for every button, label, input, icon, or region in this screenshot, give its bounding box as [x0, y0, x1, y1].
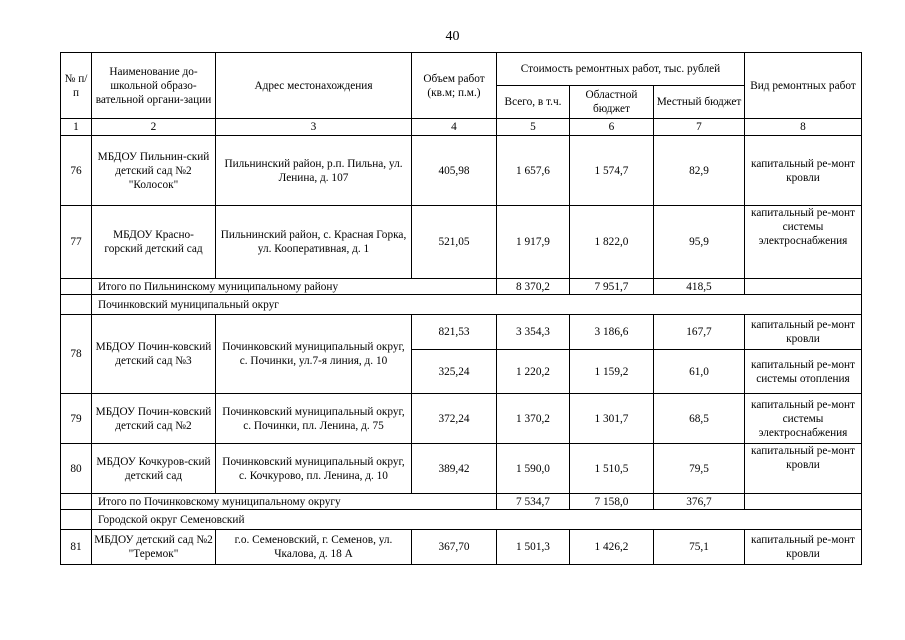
row-num: 77 [61, 206, 92, 279]
cost-total: 8 370,2 [497, 279, 570, 295]
volume: 521,05 [412, 206, 497, 279]
col-number: 3 [216, 119, 412, 136]
org-name: МБДОУ Красно-горский детский сад [92, 206, 216, 279]
cost-total: 7 534,7 [497, 494, 570, 510]
subtotal-row [61, 494, 862, 510]
volume: 372,24 [412, 394, 497, 444]
repair-type: капитальный ре-монт кровли [745, 315, 862, 350]
cost-regional: 1 159,2 [570, 350, 654, 394]
row-num: 79 [61, 394, 92, 444]
col-number: 2 [92, 119, 216, 136]
org-address: Починковский муниципальный округ, с. Починки, ул.7-я линия, д. 10 [216, 315, 412, 394]
table-row [61, 206, 862, 279]
header-volume: Объем работ (кв.м; п.м.) [412, 53, 497, 119]
table-row [61, 444, 862, 494]
header-total: Всего, в т.ч. [497, 86, 570, 119]
org-address: Пильнинский район, с. Красная Горка, ул. Кооперативная, д. 1 [216, 206, 412, 279]
header-type: Вид ремонтных работ [745, 53, 862, 119]
repair-type: капитальный ре-монт кровли [745, 136, 862, 206]
section-title: Починковский муниципальный округ [92, 295, 862, 315]
header-cost-group: Стоимость ремонтных работ, тыс. рублей [497, 53, 745, 86]
cost-total: 3 354,3 [497, 315, 570, 350]
col-number: 8 [745, 119, 862, 136]
column-number-row [61, 119, 862, 136]
repair-type: капитальный ре-монт системы электроснабжения [745, 394, 862, 444]
cost-local: 61,0 [654, 350, 745, 394]
header-name: Наименование до-школьной образо-вательной органи-зации [92, 53, 216, 119]
cost-regional: 1 822,0 [570, 206, 654, 279]
org-name: МБДОУ Пильнин-ский детский сад №2 "Колосок" [92, 136, 216, 206]
table-row [61, 315, 862, 350]
subtotal-label: Итого по Починковскому муниципальному округу [92, 494, 497, 510]
cost-local: 95,9 [654, 206, 745, 279]
cost-regional: 1 426,2 [570, 530, 654, 565]
table-row [61, 530, 862, 565]
cost-regional: 1 510,5 [570, 444, 654, 494]
table-row [61, 394, 862, 444]
cost-local: 418,5 [654, 279, 745, 295]
volume: 389,42 [412, 444, 497, 494]
col-number: 6 [570, 119, 654, 136]
header-regional: Областной бюджет [570, 86, 654, 119]
cost-total: 1 590,0 [497, 444, 570, 494]
cost-local: 376,7 [654, 494, 745, 510]
col-number: 7 [654, 119, 745, 136]
section-row [61, 295, 862, 315]
cost-total: 1 501,3 [497, 530, 570, 565]
page-number: 40 [445, 29, 460, 44]
repair-type: капитальный ре-монт кровли [745, 530, 862, 565]
col-number: 5 [497, 119, 570, 136]
volume: 325,24 [412, 350, 497, 394]
header-local: Местный бюджет [654, 86, 745, 119]
row-num: 76 [61, 136, 92, 206]
row-num: 80 [61, 444, 92, 494]
cost-local: 75,1 [654, 530, 745, 565]
header-num: № п/п [61, 53, 92, 119]
cost-regional: 7 158,0 [570, 494, 654, 510]
table-row [61, 136, 862, 206]
org-address: Починковский муниципальный округ, с. Починки, пл. Ленина, д. 75 [216, 394, 412, 444]
cost-local: 167,7 [654, 315, 745, 350]
col-number: 4 [412, 119, 497, 136]
repair-type: капитальный ре-монт системы электроснабжения [745, 206, 862, 279]
subtotal-label: Итого по Пильнинскому муниципальному району [92, 279, 497, 295]
subtotal-row [61, 279, 862, 295]
cost-regional: 7 951,7 [570, 279, 654, 295]
org-name: МБДОУ Почин-ковский детский сад №2 [92, 394, 216, 444]
org-name: МБДОУ Почин-ковский детский сад №3 [92, 315, 216, 394]
row-num: 78 [61, 315, 92, 394]
row-num: 81 [61, 530, 92, 565]
cost-regional: 1 301,7 [570, 394, 654, 444]
section-title: Городской округ Семеновский [92, 510, 862, 530]
volume: 821,53 [412, 315, 497, 350]
repair-cost-table [60, 52, 862, 565]
org-name: МБДОУ Кочкуров-ский детский сад [92, 444, 216, 494]
cost-local: 68,5 [654, 394, 745, 444]
cost-regional: 1 574,7 [570, 136, 654, 206]
header-address: Адрес местонахождения [216, 53, 412, 119]
org-address: Починковский муниципальный округ, с. Кочкурово, пл. Ленина, д. 10 [216, 444, 412, 494]
col-number: 1 [61, 119, 92, 136]
cost-total: 1 220,2 [497, 350, 570, 394]
volume: 367,70 [412, 530, 497, 565]
volume: 405,98 [412, 136, 497, 206]
cost-local: 82,9 [654, 136, 745, 206]
cost-total: 1 917,9 [497, 206, 570, 279]
cost-total: 1 657,6 [497, 136, 570, 206]
cost-local: 79,5 [654, 444, 745, 494]
cost-regional: 3 186,6 [570, 315, 654, 350]
repair-type: капитальный ре-монт кровли [745, 444, 862, 494]
repair-type: капитальный ре-монт системы отопления [745, 350, 862, 394]
org-address: Пильнинский район, р.п. Пильна, ул. Ленина, д. 107 [216, 136, 412, 206]
org-address: г.о. Семеновский, г. Семенов, ул. Чкалова, д. 18 А [216, 530, 412, 565]
cost-total: 1 370,2 [497, 394, 570, 444]
org-name: МБДОУ детский сад №2 "Теремок" [92, 530, 216, 565]
section-row [61, 510, 862, 530]
